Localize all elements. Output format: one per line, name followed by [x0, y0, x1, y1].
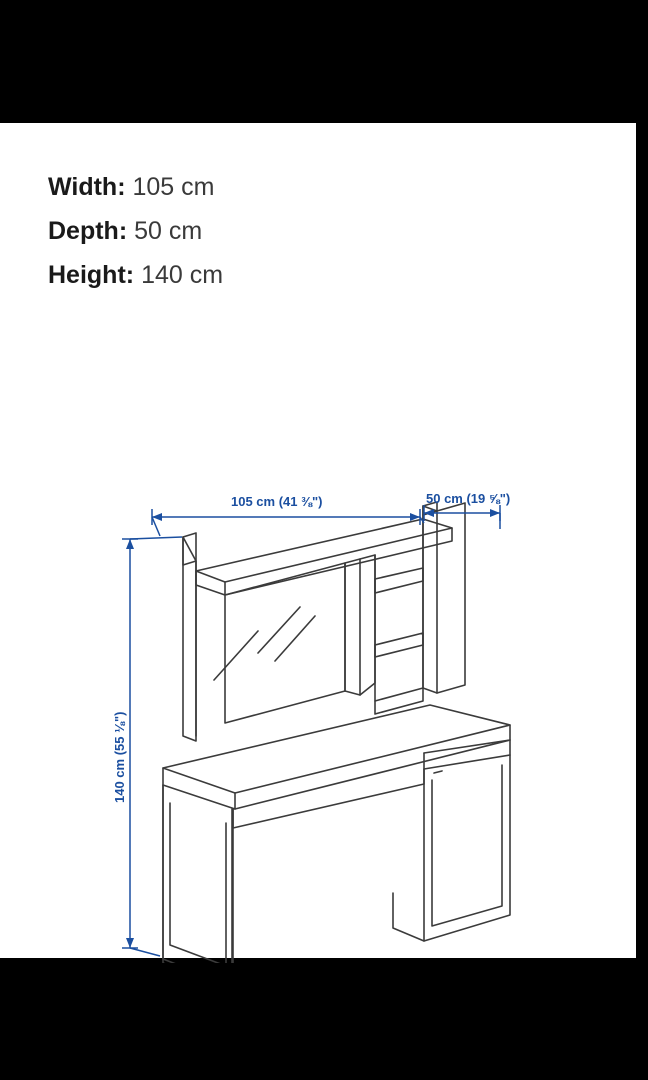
left-leg-inner: [170, 803, 226, 963]
depth-arrow-right: [490, 509, 500, 517]
shelf-upper: [375, 568, 423, 593]
spec-value-depth: 50 cm: [134, 217, 203, 245]
hutch-right-side: [437, 503, 465, 693]
cabinet-door-panel: [432, 765, 502, 926]
mirror-right-frame: [345, 559, 360, 695]
dimension-drawing: [0, 323, 636, 963]
shelf-unit-side: [375, 515, 423, 701]
cabinet-handle: [434, 771, 442, 773]
product-dimensions-card: [0, 123, 636, 958]
width-dimension-label: 105 cm (41 ⅜"): [231, 494, 323, 509]
spec-row-height: [48, 253, 568, 297]
specifications-list: [48, 165, 568, 297]
depth-dimension-label: 50 cm (19 ⅝"): [426, 491, 511, 506]
cabinet-front: [424, 740, 510, 941]
spec-label-depth: Depth:: [48, 217, 128, 245]
spec-value-height: 140 cm: [141, 261, 224, 289]
shelf-lower: [375, 633, 423, 657]
spec-row-width: [48, 165, 568, 209]
height-arrow-bottom: [126, 938, 134, 948]
hutch-top-shelf-edge: [196, 571, 225, 595]
mirror-reflection-line-1: [258, 607, 300, 653]
cabinet-left-return: [393, 893, 424, 941]
desk-top-surface: [163, 705, 510, 793]
mirror-reflection-line-3: [214, 631, 258, 680]
left-leg: [163, 785, 233, 963]
spec-label-height: Height:: [48, 261, 135, 289]
mirror-right-frame-side: [360, 555, 375, 695]
mirror-reflection-line-2: [275, 616, 315, 661]
shelf-unit-bottom: [375, 688, 423, 714]
width-extension-left: [152, 517, 160, 536]
spec-row-depth: [48, 209, 568, 253]
cabinet-drawer-divider: [424, 755, 510, 769]
spec-label-width: Width:: [48, 173, 126, 201]
furniture-outline: [163, 502, 510, 963]
height-arrow-top: [126, 539, 134, 549]
desk-apron: [233, 769, 424, 828]
height-dimension-label: 140 cm (55 ⅛"): [112, 711, 127, 803]
height-extension-top: [130, 537, 182, 539]
mirror-panel: [225, 563, 345, 723]
left-leg-panel: [163, 785, 232, 963]
depth-arrow-left: [424, 509, 434, 517]
hutch-left-post: [183, 537, 196, 741]
height-extension-bottom: [130, 948, 160, 956]
spec-value-width: 105 cm: [132, 173, 215, 201]
